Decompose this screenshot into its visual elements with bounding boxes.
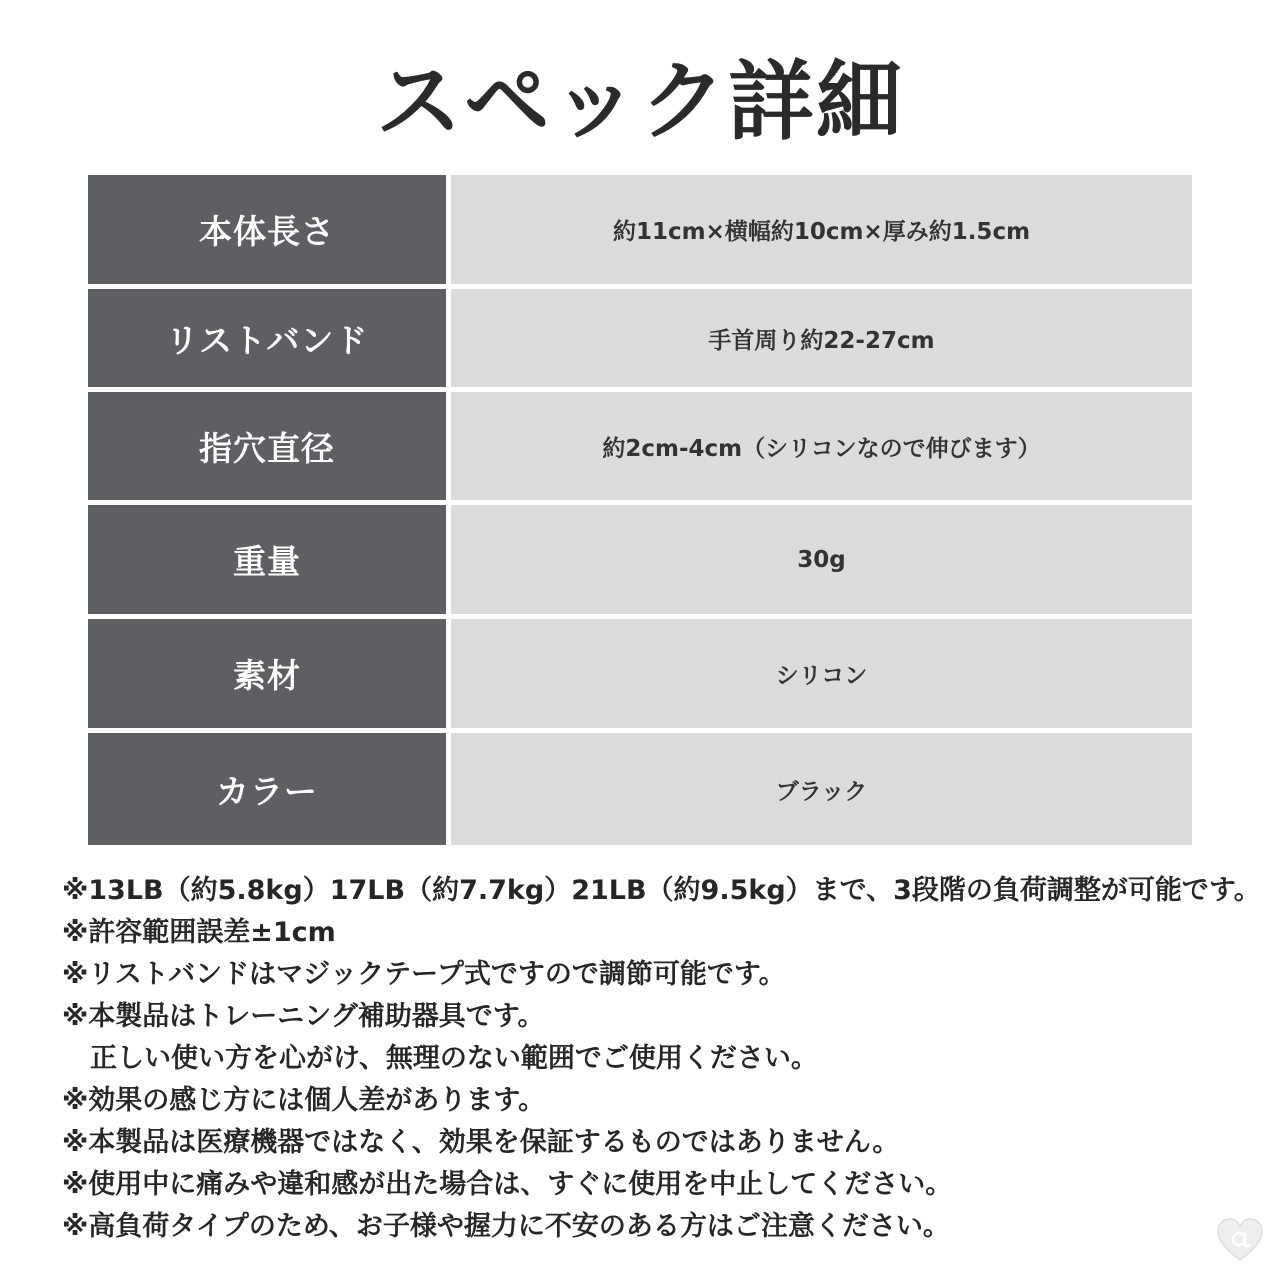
note-item: ※高負荷タイプのため、お子様や握力に不安のある方はご注意ください。 (62, 1211, 950, 1242)
note-item: ※本製品は医療機器ではなく、効果を保証するものではありません。 (62, 1127, 900, 1158)
note-item: ※許容範囲誤差±1cm (62, 917, 336, 948)
heart-logo-icon (1214, 1214, 1266, 1266)
spec-label: リストバンド (88, 289, 446, 387)
spec-value: ブラック (451, 733, 1192, 845)
spec-value: 手首周り約22-27cm (451, 289, 1192, 387)
spec-row-color (88, 733, 1192, 845)
spec-label: 本体長さ (88, 175, 446, 284)
note-item: ※効果の感じ方には個人差があります。 (62, 1085, 546, 1116)
notes-list (62, 870, 1261, 1248)
spec-row-material (88, 619, 1192, 728)
spec-value: 約2cm-4cm（シリコンなので伸びます） (451, 392, 1192, 500)
note-item: ※リストバンドはマジックテープ式ですので調節可能です。 (62, 959, 786, 990)
note-item: ※本製品はトレーニング補助器具です。 (62, 1001, 545, 1032)
page-title: スペック詳細 (376, 52, 904, 152)
spec-row-weight (88, 505, 1192, 614)
note-item: ※使用中に痛みや違和感が出た場合は、すぐに使用を中止してください。 (62, 1169, 953, 1200)
spec-label: 指穴直径 (88, 392, 446, 500)
spec-row-body-size (88, 175, 1192, 284)
spec-value: 30g (451, 505, 1192, 614)
spec-label: 素材 (88, 619, 446, 728)
spec-value: シリコン (451, 619, 1192, 728)
spec-label: 重量 (88, 505, 446, 614)
spec-row-finger-hole (88, 392, 1192, 500)
spec-value: 約11cm×横幅約10cm×厚み約1.5cm (451, 175, 1192, 284)
note-item: ※13LB（約5.8kg）17LB（約7.7kg）21LB（約9.5kg）まで、3段階の負荷調整が可能です。 (62, 875, 1261, 906)
spec-table (88, 175, 1192, 850)
note-item: 正しい使い方を心がけ、無理のない範囲でご使用ください。 (90, 1043, 818, 1074)
spec-label: カラー (88, 733, 446, 845)
spec-row-wristband (88, 289, 1192, 387)
